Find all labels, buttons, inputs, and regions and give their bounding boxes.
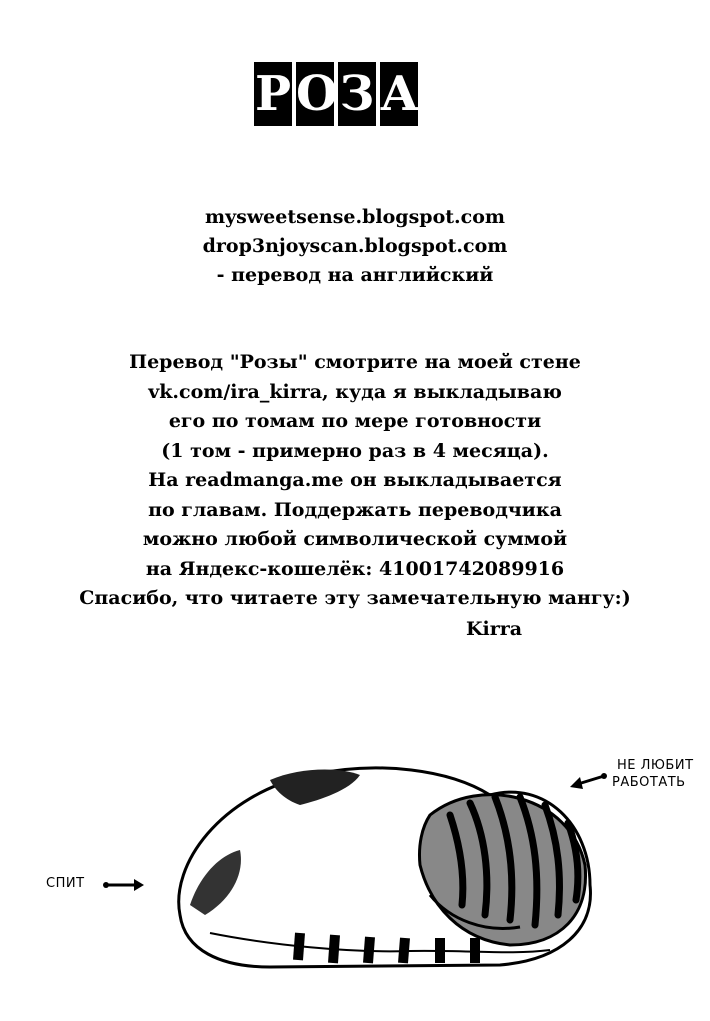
message-line: его по томам по мере готовности	[168, 410, 542, 432]
credit-line: - перевод на английский	[216, 264, 494, 286]
logo-letter-3: З	[338, 62, 376, 126]
message-line: по главам. Поддержать переводчика	[148, 498, 562, 521]
message-line: На readmanga.me он выкладывается	[148, 469, 562, 491]
credit-line: drop3njoyscan.blogspot.com	[202, 235, 508, 257]
translator-message	[0, 348, 710, 614]
logo-letter-1: Р	[254, 62, 292, 126]
scanlation-credits	[0, 203, 710, 290]
credit-line: mysweetsense.blogspot.com	[204, 206, 505, 228]
message-line: Спасибо, что читаете эту замечательную мангу:)	[79, 587, 631, 609]
arrow-left-icon	[568, 770, 608, 792]
sleeping-cat-illustration	[150, 755, 610, 975]
message-line: vk.com/ira_kirra, куда я выкладываю	[148, 380, 562, 403]
note-sleeping: СПИТ	[46, 876, 85, 891]
message-line: можно любой символической суммой	[142, 528, 568, 550]
logo-letter-4: А	[380, 62, 418, 126]
message-line: (1 том - примерно раз в 4 месяца).	[161, 439, 549, 462]
signature: Kirra	[466, 618, 523, 640]
note-dislikes-work-line2: РАБОТАТЬ	[612, 775, 686, 790]
message-line: на Яндекс-кошелёк: 41001742089916	[145, 557, 565, 580]
note-dislikes-work-line1: НЕ ЛЮБИТ	[617, 758, 694, 773]
message-line: Перевод "Розы" смотрите на моей стене	[129, 351, 581, 373]
arrow-right-icon	[102, 877, 146, 893]
manga-title-logo	[254, 62, 418, 126]
logo-letter-2: О	[296, 62, 334, 126]
